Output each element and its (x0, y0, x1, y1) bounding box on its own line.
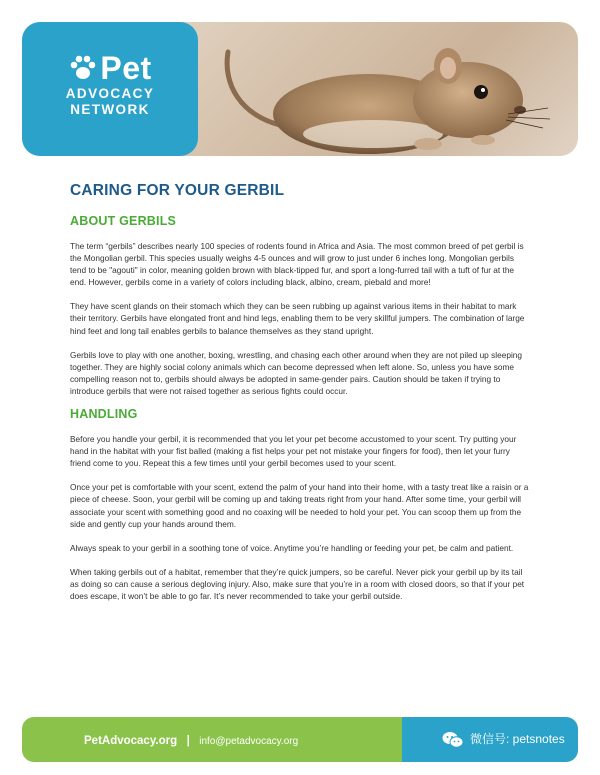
logo-brand-word: Pet (100, 50, 152, 86)
about-paragraph-1: The term “gerbils” describes nearly 100 species of rodents found in Africa and Asia. The most common breed of pet gerbil is the Mongolian gerbil. This species usually weighs 4-5 ounces and will grow to just under 6 inches long. Mongolian gerbils tend to be "agouti" in color, meaning golden brown with black-tipped fur, and sport a long-furred tail with a tuft of fur at the end. However, gerbils come in a variety of colors including black, albino, cream, piebald and more! (70, 241, 524, 288)
wechat-watermark (442, 717, 565, 762)
about-paragraph-2: They have scent glands on their stomach which they can be seen rubbing up against various items in their habitat to mark their territory. Gerbils have elongated front and hind legs, enabling them to be very skillful jumpers. The combination of large hind feet and long tail enables gerbils to balance themselves as they stand upright. (70, 301, 525, 336)
footer-bar (22, 717, 578, 762)
about-paragraph-3: Gerbils love to play with one another, boxing, wrestling, and chasing each other around when they are not piled up sleeping together. They are highly social colony animals which can become depressed when left alone. So, unless you have some compelling reason not to, gerbils should always be adopted in same-gender pairs. Caution should be taken if trying to introduce gerbils that were not raised together as serious fights could occur. (70, 349, 523, 396)
section-heading-about: ABOUT GERBILS (70, 214, 177, 228)
footer-website-link[interactable]: PetAdvocacy.org (84, 735, 178, 747)
article (70, 182, 532, 602)
footer-contact (84, 717, 298, 762)
footer-email-link[interactable]: info@petadvocacy.org (199, 736, 299, 747)
wechat-icon (442, 731, 464, 749)
footer-separator: | (186, 735, 190, 747)
handling-paragraph-3: Always speak to your gerbil in a soothing tone of voice. Anytime you’re handling or feeding your pet, be calm and patient. (70, 542, 514, 553)
handling-paragraph-4: When taking gerbils out of a habitat, remember that they’re quick jumpers, so be careful. Never pick your gerbil up by its tail as doing so can cause a serious degloving injury. Also, make sure that you’re in a room with closed doors, so that if your pet does escape, it won’t be able to go far. It’s never recommended to take your gerbil outside. (70, 566, 525, 601)
logo[interactable] (22, 22, 198, 156)
paw-icon (68, 53, 98, 83)
gerbil-photo (198, 22, 578, 156)
logo-line-network: NETWORK (70, 102, 150, 117)
wechat-id-text: 微信号: petsnotes (470, 732, 565, 746)
logo-line-advocacy: ADVOCACY (65, 86, 155, 101)
page-title: CARING FOR YOUR GERBIL (70, 182, 285, 199)
handling-paragraph-1: Before you handle your gerbil, it is recommended that you let your pet become accustomed to your scent. Try putting your hand in the habitat with your fist balled (making a fist helps your pet not mistake your fingers for food), then let your furry friend come to you. Repeat this a few times until your gerbil becomes used to your scent. (70, 434, 517, 469)
section-heading-handling: HANDLING (70, 407, 138, 422)
handling-paragraph-2: Once your pet is comfortable with your scent, extend the palm of your hand into their home, with a tasty treat like a raisin or a piece of cheese. Soon, your gerbil will be coming up and taking treats right from your hand. After some time, your gerbil will associate your scent with something good and no coaxing will be needed to hold your pet. You can scoop them up from the side and gently cup your hands around them. (70, 482, 529, 529)
